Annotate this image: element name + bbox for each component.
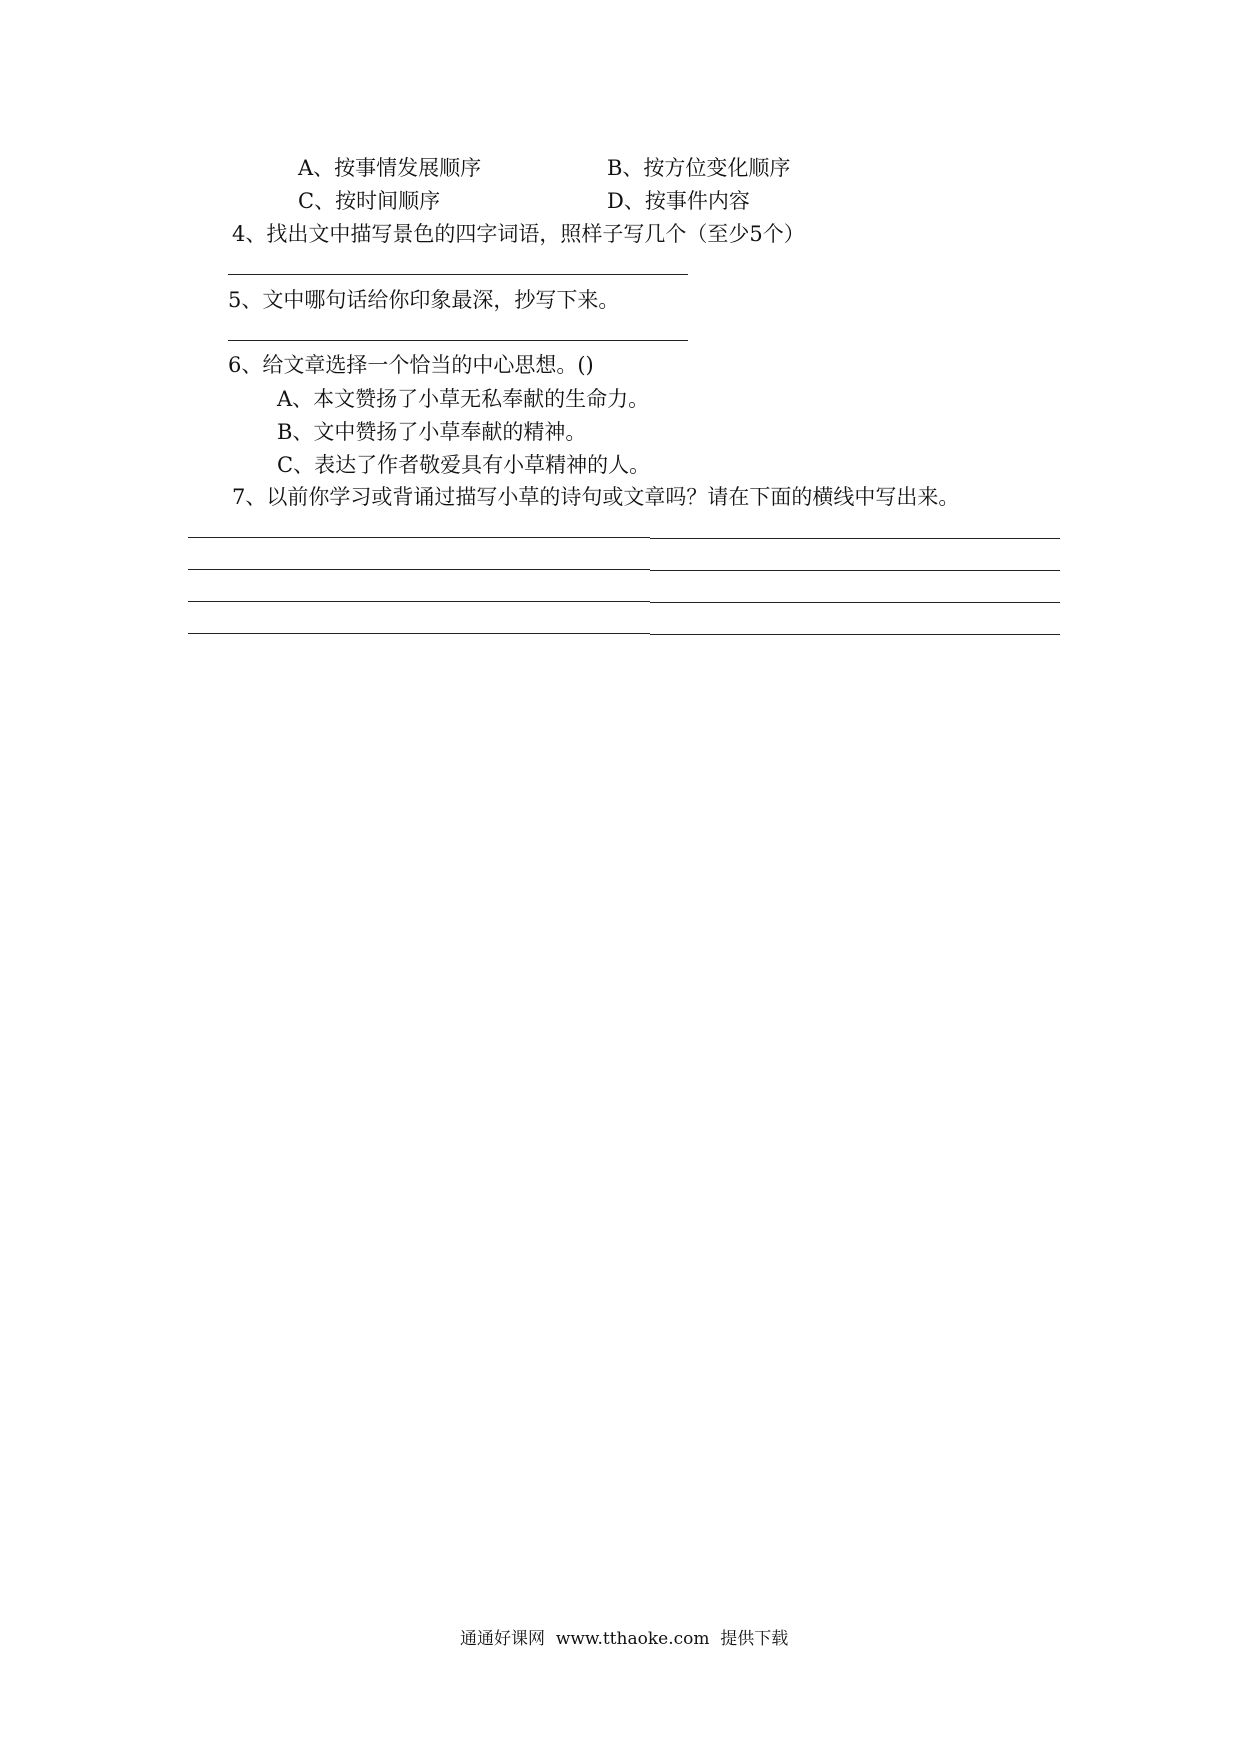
q3-option-d: D、按事件内容 xyxy=(607,189,750,213)
question-5: 5、文中哪句话给你印象最深，抄写下来。 xyxy=(228,288,620,312)
q6-option-c: C、表达了作者敬爱具有小草精神的人。 xyxy=(277,453,651,477)
q3-option-b: B、按方位变化顺序 xyxy=(607,156,791,180)
q7-answer-line-left[interactable] xyxy=(188,601,650,602)
q3-option-c: C、按时间顺序 xyxy=(298,189,441,213)
q7-answer-line-right[interactable] xyxy=(650,538,1060,539)
q4-answer-line[interactable] xyxy=(228,274,688,275)
footer-url[interactable]: www.tthaoke.com xyxy=(555,1629,710,1649)
footer-suffix: 提供下载 xyxy=(720,1629,789,1649)
footer xyxy=(460,1631,788,1648)
q5-answer-line[interactable] xyxy=(228,340,688,341)
q7-answer-line-left[interactable] xyxy=(188,633,650,634)
q7-answer-line-right[interactable] xyxy=(650,602,1060,603)
question-7: 7、以前你学习或背诵过描写小草的诗句或文章吗？请在下面的横线中写出来。 xyxy=(232,485,960,509)
q6-option-b: B、文中赞扬了小草奉献的精神。 xyxy=(277,420,587,444)
question-4: 4、找出文中描写景色的四字词语，照样子写几个（至少5个） xyxy=(232,222,805,246)
q7-answer-line-left[interactable] xyxy=(188,537,650,538)
q7-answer-line-left[interactable] xyxy=(188,569,650,570)
q3-option-a: A、按事情发展顺序 xyxy=(298,156,482,180)
q7-answer-line-right[interactable] xyxy=(650,570,1060,571)
footer-site-name: 通通好课网 xyxy=(460,1629,545,1649)
question-6: 6、给文章选择一个恰当的中心思想。() xyxy=(228,353,594,377)
q7-answer-line-right[interactable] xyxy=(650,634,1060,635)
q6-option-a: A、本文赞扬了小草无私奉献的生命力。 xyxy=(277,387,650,411)
